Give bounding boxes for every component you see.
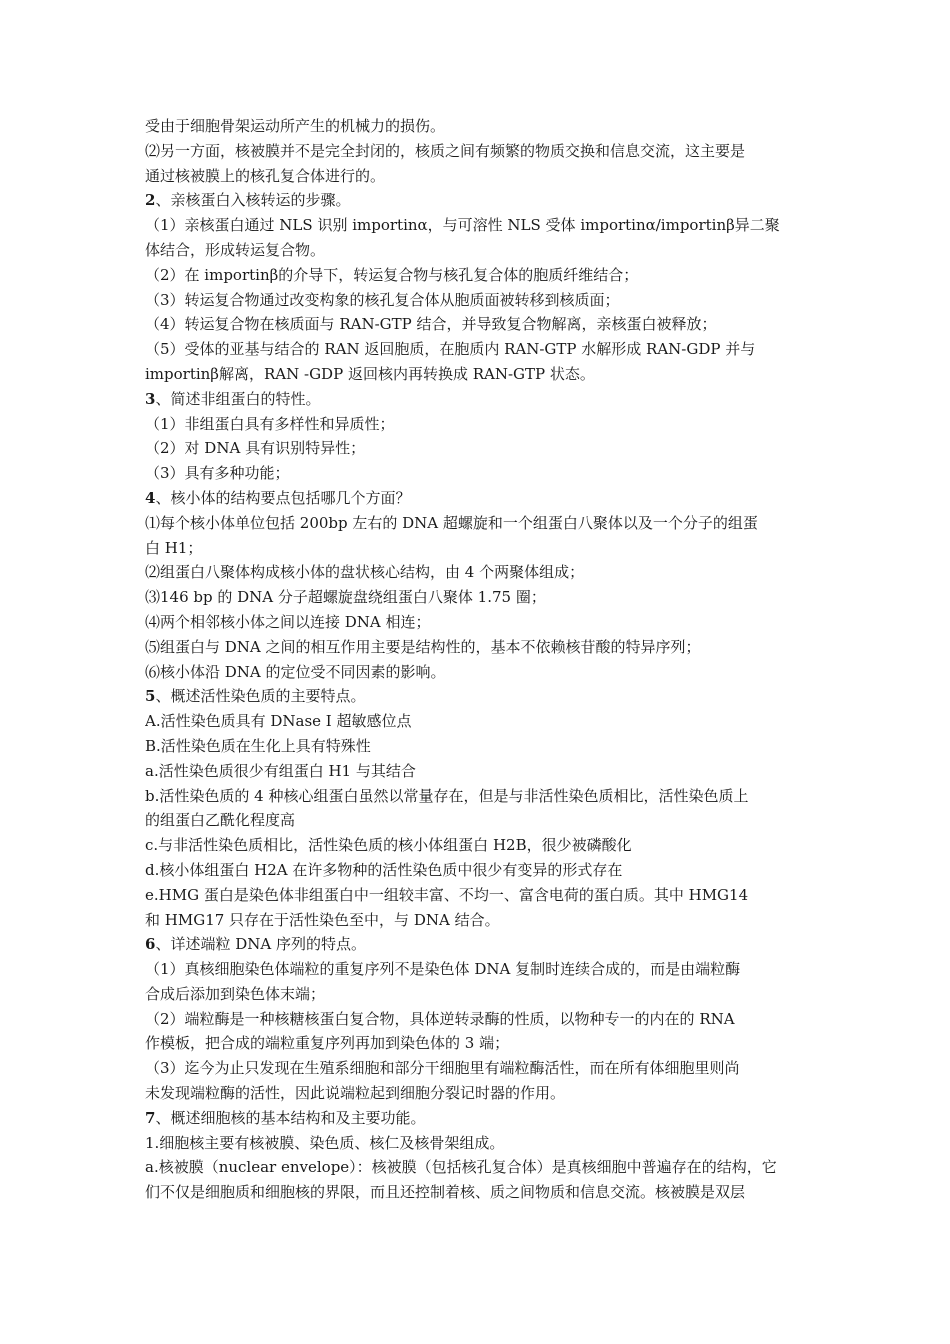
text-line <box>145 412 807 437</box>
text-line <box>145 908 807 933</box>
section-number: 7 <box>145 1108 156 1127</box>
text-line <box>145 784 807 809</box>
line-text: 体结合，形成转运复合物。 <box>145 240 326 259</box>
text-line <box>145 759 807 784</box>
line-text: （1）真核细胞染色体端粒的重复序列不是染色体 DNA 复制时连续合成的，而是由端粒酶 <box>145 960 741 979</box>
text-line <box>145 982 807 1007</box>
text-line <box>145 362 807 387</box>
line-text: 1.细胞核主要有核被膜、染色质、核仁及核骨架组成。 <box>145 1133 505 1152</box>
text-line <box>145 610 807 635</box>
section-number: 2 <box>145 191 156 210</box>
text-line <box>145 957 807 982</box>
line-text: （5）受体的亚基与结合的 RAN 返回胞质，在胞质内 RAN-GTP 水解形成 RAN-GDP 并与 <box>145 340 756 359</box>
line-text: ⑶146 bp 的 DNA 分子超螺旋盘绕组蛋白八聚体 1.75 圈； <box>145 588 546 607</box>
document-page <box>145 114 807 1205</box>
text-line <box>145 436 807 461</box>
text-line <box>145 536 807 561</box>
line-text: （3）转运复合物通过改变构象的核孔复合体从胞质面被转移到核质面； <box>145 290 620 309</box>
section-heading <box>145 932 807 957</box>
line-text: 通过核被膜上的核孔复合体进行的。 <box>145 166 386 185</box>
line-text: （1）非组蛋白具有多样性和异质性； <box>145 414 395 433</box>
line-text: （1）亲核蛋白通过 NLS 识别 importinα，与可溶性 NLS 受体 importinα/importinβ异二聚 <box>145 216 780 235</box>
line-text: 的组蛋白乙酰化程度高 <box>145 811 296 830</box>
line-text: 、概述活性染色质的主要特点。 <box>155 687 366 706</box>
text-line <box>145 114 807 139</box>
text-line <box>145 734 807 759</box>
text-line <box>145 1081 807 1106</box>
line-text: （2）在 importinβ的介导下，转运复合物与核孔复合体的胞质纤维结合； <box>145 265 639 284</box>
text-line <box>145 238 807 263</box>
text-line <box>145 1131 807 1156</box>
line-text: ⑵组蛋白八聚体构成核小体的盘状核心结构，由 4 个两聚体组成； <box>145 563 585 582</box>
line-text: （2）对 DNA 具有识别特异性； <box>145 439 366 458</box>
text-line <box>145 1155 807 1180</box>
line-text: importinβ解离，RAN -GDP 返回核内再转换成 RAN-GTP 状态。 <box>145 364 595 383</box>
line-text: （3）迄今为止只发现在生殖系细胞和部分干细胞里有端粒酶活性，而在所有体细胞里则尚 <box>145 1059 740 1078</box>
text-line <box>145 288 807 313</box>
text-line <box>145 1031 807 1056</box>
line-text: 作模板，把合成的端粒重复序列再加到染色体的 3 端； <box>145 1034 510 1053</box>
text-line <box>145 660 807 685</box>
line-text: e.HMG 蛋白是染色体非组蛋白中一组较丰富、不均一、富含电荷的蛋白质。其中 HMG14 <box>145 885 749 904</box>
text-line <box>145 709 807 734</box>
text-line <box>145 858 807 883</box>
text-line <box>145 1180 807 1205</box>
section-number: 6 <box>145 935 156 954</box>
line-text: d.核小体组蛋白 H2A 在许多物种的活性染色质中很少有变异的形式存在 <box>145 860 623 879</box>
text-line <box>145 337 807 362</box>
text-line <box>145 1007 807 1032</box>
text-line <box>145 1056 807 1081</box>
line-text: c.与非活性染色质相比，活性染色质的核小体组蛋白 H2B，很少被磷酸化 <box>145 836 632 855</box>
text-line <box>145 139 807 164</box>
section-number: 5 <box>145 687 156 706</box>
section-heading <box>145 387 807 412</box>
section-number: 4 <box>145 488 156 507</box>
text-line <box>145 808 807 833</box>
line-text: 未发现端粒酶的活性，因此说端粒起到细胞分裂记时器的作用。 <box>145 1084 566 1103</box>
line-text: ⑴每个核小体单位包括 200bp 左右的 DNA 超螺旋和一个组蛋白八聚体以及一个分子的组蛋 <box>145 513 758 532</box>
line-text: 受由于细胞骨架运动所产生的机械力的损伤。 <box>145 117 446 135</box>
line-text: 和 HMG17 只存在于活性染色至中，与 DNA 结合。 <box>145 910 500 929</box>
line-text: 们不仅是细胞质和细胞核的界限，而且还控制着核、质之间物质和信息交流。核被膜是双层 <box>145 1183 746 1202</box>
line-text: 合成后添加到染色体末端； <box>145 984 326 1003</box>
line-text: 、核小体的结构要点包括哪几个方面？ <box>155 488 411 507</box>
line-text: 、简述非组蛋白的特性。 <box>155 389 321 408</box>
text-line <box>145 312 807 337</box>
line-text: ⑵另一方面，核被膜并不是完全封闭的，核质之间有频繁的物质交换和信息交流，这主要是 <box>145 141 746 160</box>
section-heading <box>145 486 807 511</box>
text-line <box>145 635 807 660</box>
line-text: B.活性染色质在生化上具有特殊性 <box>145 736 371 755</box>
line-text: 白 H1； <box>145 538 203 557</box>
text-line <box>145 883 807 908</box>
line-text: （4）转运复合物在核质面与 RAN-GTP 结合，并导致复合物解离，亲核蛋白被释放； <box>145 315 717 334</box>
line-text: a.核被膜（nuclear envelope）：核被膜（包括核孔复合体）是真核细胞中普遍存在的结构，它 <box>145 1158 777 1177</box>
line-text: 、详述端粒 DNA 序列的特点。 <box>155 935 366 954</box>
line-text: a.活性染色质很少有组蛋白 H1 与其结合 <box>145 761 416 780</box>
text-line <box>145 263 807 288</box>
line-text: b.活性染色质的 4 种核心组蛋白虽然以常量存在，但是与非活性染色质相比，活性染色质上 <box>145 786 749 805</box>
line-text: ⑸组蛋白与 DNA 之间的相互作用主要是结构性的，基本不依赖核苷酸的特异序列； <box>145 637 701 656</box>
line-text: ⑷两个相邻核小体之间以连接 DNA 相连； <box>145 612 431 631</box>
line-text: A.活性染色质具有 DNase I 超敏感位点 <box>145 712 412 731</box>
section-heading <box>145 1106 807 1131</box>
line-text: （2）端粒酶是一种核糖核蛋白复合物，具体逆转录酶的性质，以物种专一的内在的 RNA <box>145 1009 735 1028</box>
text-line <box>145 585 807 610</box>
line-text: 、概述细胞核的基本结构和及主要功能。 <box>155 1108 426 1127</box>
text-line <box>145 560 807 585</box>
section-heading <box>145 684 807 709</box>
line-text: （3）具有多种功能； <box>145 464 290 483</box>
section-number: 3 <box>145 389 156 408</box>
line-text: 、亲核蛋白入核转运的步骤。 <box>155 191 351 210</box>
text-line <box>145 164 807 189</box>
text-line <box>145 833 807 858</box>
text-line <box>145 511 807 536</box>
section-heading <box>145 188 807 213</box>
text-line <box>145 213 807 238</box>
text-line <box>145 461 807 486</box>
line-text: ⑹核小体沿 DNA 的定位受不同因素的影响。 <box>145 662 446 681</box>
